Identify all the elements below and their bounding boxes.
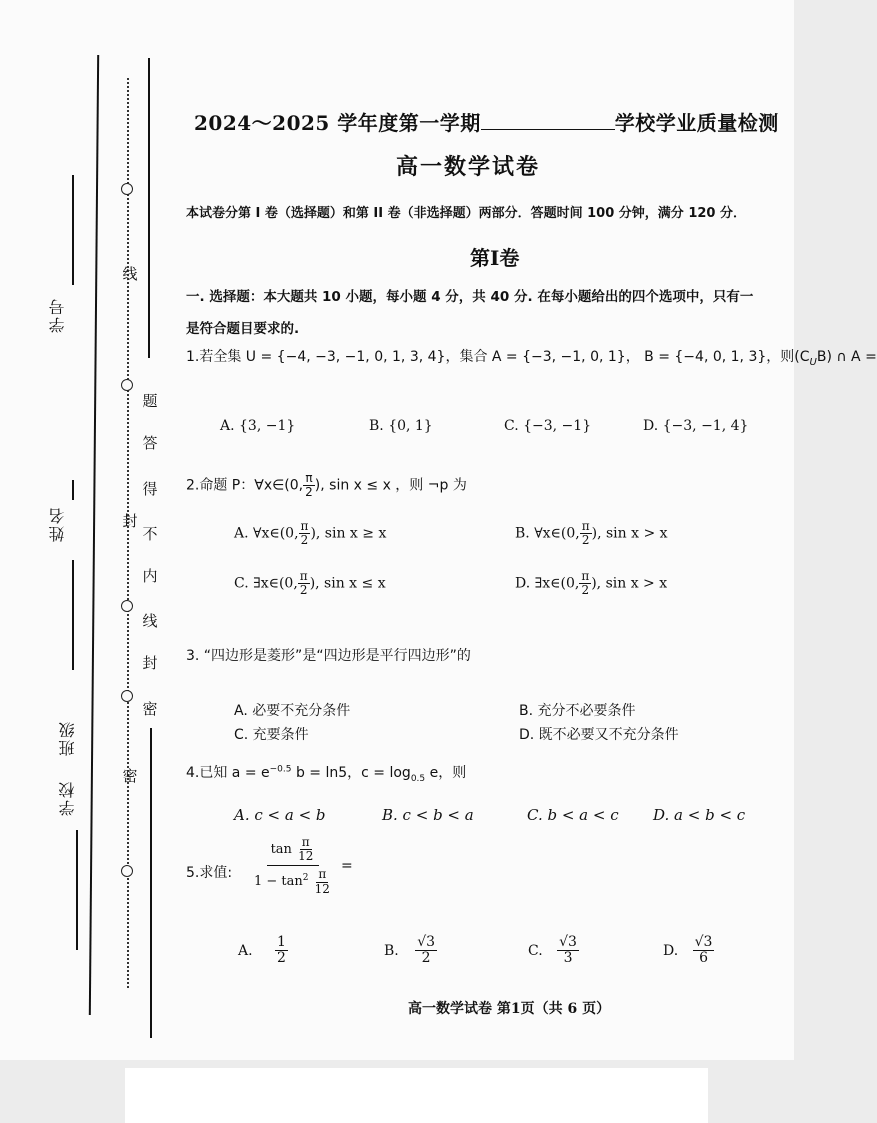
page-footer: 高一数学试卷 第1页（共 6 页） [408,1001,611,1017]
q1-option-c[interactable]: C. {−3, −1} [504,418,592,434]
field-school-label: 学校 [58,780,77,816]
pi-over-2 [299,520,311,547]
frac-num: 1 [277,934,286,950]
q1-option-a[interactable]: A. {3, −1} [220,418,296,434]
opt-post: ), sin x > x [591,575,668,592]
q4-option-a[interactable]: A. c < a < b [234,806,326,824]
q2-post: ), sin x ≤ x ，则 ¬p 为 [314,477,467,494]
field-name[interactable] [46,480,76,680]
binding-line-right [148,58,150,358]
q1-option-d[interactable]: D. {−3, −1, 4} [643,418,749,434]
frac-den: 2 [299,583,308,598]
field-class-label: 班级 [58,720,77,756]
frac-num: π [300,519,309,533]
frac-den: 3 [563,950,573,967]
q4-option-c[interactable]: C. b < a < c [527,806,619,824]
q2-option-a[interactable] [234,520,386,547]
section-instructions: 一. 选择题：本大题共 10 小题，每小题 4 分，共 40 分. 在每小题给出的四个选项中，只有一 [186,289,754,305]
q4-text: 4.已知 a = e [186,765,270,781]
question-1-stem [186,346,877,368]
frac-den: 2 [305,485,313,500]
opt-pre: C. ∃x∈(0, [234,575,298,592]
equals-sign: = [341,857,353,874]
opt-label: B. [384,942,399,959]
q5-d-frac [693,935,715,967]
opt-label: D. [663,942,679,959]
exam-title-year: 2024～2025 学年度第一学期 [194,111,481,135]
frac-den: 12 [298,849,314,864]
binding-line-left [89,55,99,1015]
tan-text: tan [270,842,292,858]
frac-num: √3 [417,934,436,950]
q5-option-d[interactable] [663,935,714,967]
q1-text: 1.若全集 U = {−4, −3, −1, 0, 1, 3, 4}，集合 A = {−3, −1, 0, 1}， B = {−4, 0, 1, 3}，则(C [186,349,810,365]
q5-a-frac [275,935,288,967]
binding-line-right-lower [150,728,152,1038]
q1-option-b[interactable]: B. {0, 1} [369,418,433,434]
pi-over-12 [296,836,315,863]
q5-option-a[interactable] [238,935,288,967]
field-student-id[interactable] [46,175,76,365]
school-name-blank[interactable] [481,111,615,130]
frac-den: 6 [699,950,709,967]
q4-exp: −0.5 [269,764,292,775]
scan-margin-strip [125,1068,708,1123]
q5-b-frac [415,935,437,967]
question-3-stem: 3. “四边形是菱形”是“四边形是平行四边形”的 [186,648,471,664]
seal-word: 封 [142,654,158,672]
seal-word: 封 [122,512,138,530]
pi-over-2 [580,520,592,547]
seal-word: 线 [142,612,158,630]
seal-word: 得 [142,480,158,498]
q5-option-b[interactable] [384,935,437,967]
seal-word: 不 [142,525,158,543]
frac-num: √3 [559,934,577,950]
opt-label: A. [238,942,253,959]
frac-num: √3 [694,934,713,950]
field-class[interactable] [56,720,86,780]
q5-option-c[interactable] [528,935,579,967]
seal-circle [121,183,133,195]
seal-word: 答 [142,434,158,452]
den-text: 1 − tan [254,874,303,890]
q5-numerator [267,836,320,866]
q2-option-d[interactable] [515,570,667,597]
opt-post: ), sin x ≥ x [310,525,387,542]
pi-over-2 [298,570,310,597]
q5-expression [250,836,353,896]
pi-over-12 [313,868,332,895]
field-school[interactable] [56,780,86,955]
field-student-id-label: 学号 [48,297,67,333]
frac-den: 2 [581,533,590,548]
field-name-label: 姓名 [48,506,67,542]
seal-word: 内 [142,567,158,585]
pi-over-2 [303,472,315,499]
frac-den: 2 [421,950,431,967]
seal-word: 密 [122,767,138,785]
q1-tail: B) ∩ A = [816,349,877,365]
exam-title [194,107,779,136]
frac-num: π [299,569,308,583]
frac-num: π [318,867,327,882]
exam-subtitle: 高一数学试卷 [396,154,541,180]
opt-pre: A. ∀x∈(0, [234,525,299,542]
q2-option-c[interactable] [234,570,386,597]
q4-sub: 0.5 [410,773,426,784]
q3-option-a[interactable]: A. 必要不充分条件 [234,703,351,719]
opt-post: ), sin x ≤ x [309,575,386,592]
volume-heading: 第I卷 [470,246,520,270]
opt-pre: B. ∀x∈(0, [515,525,580,542]
q4-end: e，则 [425,765,467,781]
frac-den: 2 [581,583,590,598]
frac-num: π [581,519,590,533]
frac-den: 2 [300,533,309,548]
seal-word: 密 [142,700,158,718]
q4-option-d[interactable]: D. a < b < c [653,806,746,824]
q1-sub: U [809,356,817,368]
q2-pre: 2.命题 P：∀x∈(0, [186,477,304,494]
exam-title-school: 学校学业质量检测 [614,111,779,135]
question-4-stem [186,762,466,784]
seal-word: 线 [122,265,138,283]
frac-num: π [305,471,313,485]
q4-option-b[interactable]: B. c < b < a [382,806,474,824]
q5-denominator [250,866,336,895]
question-2-stem [186,472,467,499]
question-5-label: 5.求值: [186,865,233,881]
q5-c-frac [557,935,579,967]
opt-label: C. [528,942,543,959]
q3-option-c[interactable]: C. 充要条件 [234,727,309,743]
q3-option-d[interactable]: D. 既不必要又不充分条件 [519,727,679,743]
opt-post: ), sin x > x [591,525,668,542]
section-instructions-2: 是符合题目要求的. [186,321,300,337]
frac-den: 2 [277,950,286,967]
pi-over-2 [579,570,591,597]
seal-circle [121,600,133,612]
sq-exp: 2 [302,873,309,884]
frac-num: π [581,569,590,583]
q4-text-b: b = ln5，c = log [291,765,411,781]
q2-option-b[interactable] [515,520,668,547]
opt-pre: D. ∃x∈(0, [515,575,580,592]
q3-option-b[interactable]: B. 充分不必要条件 [519,703,636,719]
seal-circle [121,865,133,877]
seal-circle [121,379,133,391]
seal-word: 题 [142,392,158,410]
seal-circle [121,690,133,702]
frac-num: π [301,835,310,849]
frac-den: 12 [314,881,330,896]
seal-dotted-line [127,78,129,988]
exam-intro: 本试卷分第 I 卷（选择题）和第 II 卷（非选择题）两部分．答题时间 100 分钟，满分 120 分． [186,206,746,221]
